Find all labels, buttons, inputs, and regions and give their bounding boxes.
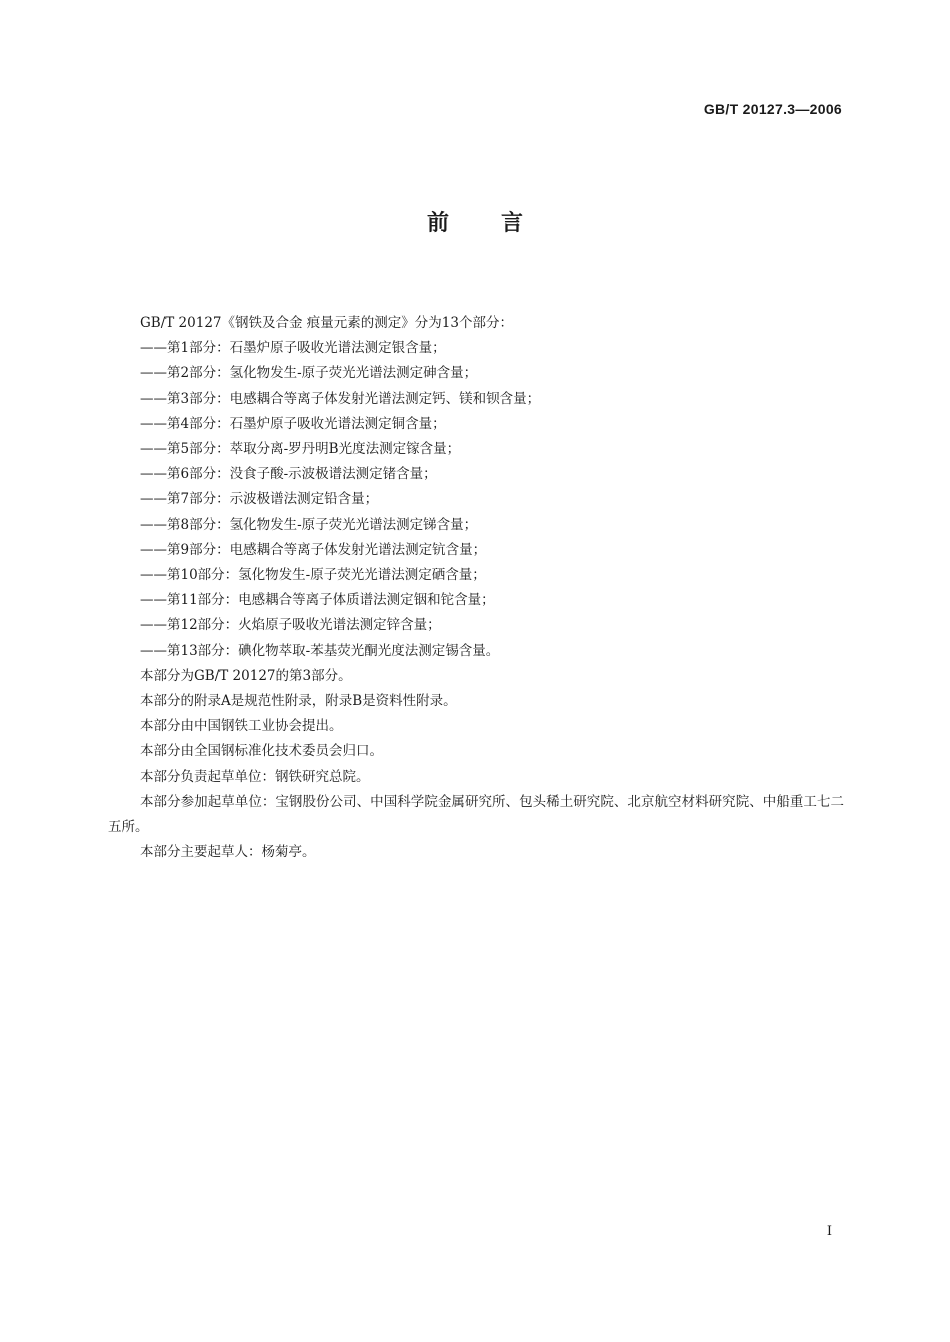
part-list-item: ——第5部分：萃取分离-罗丹明B光度法测定镓含量； — [140, 441, 461, 458]
standard-number: GB/T 20127.3—2006 — [703, 101, 842, 117]
part-list-item: ——第12部分：火焰原子吸收光谱法测定锌含量； — [140, 617, 441, 634]
committee-statement: 本部分由全国钢标准化技术委员会归口。 — [140, 743, 383, 760]
drafters-statement: 本部分主要起草人：杨菊亭。 — [140, 844, 316, 861]
part-list-item: ——第6部分：没食子酸-示波极谱法测定锗含量； — [140, 466, 437, 483]
part-list-item: ——第10部分：氢化物发生-原子荧光光谱法测定硒含量； — [140, 567, 486, 584]
drafting-unit-statement: 本部分负责起草单位：钢铁研究总院。 — [140, 768, 370, 785]
part-list-item: ——第7部分：示波极谱法测定铅含量； — [140, 491, 379, 508]
part-list-item: ——第8部分：氢化物发生-原子荧光光谱法测定锑含量； — [140, 516, 478, 533]
proposer-statement: 本部分由中国钢铁工业协会提出。 — [140, 718, 343, 735]
participating-units-statement: 本部分参加起草单位：宝钢股份公司、中国科学院金属研究所、包头稀土研究院、北京航空材料研究院、中船重工七二五所。 — [108, 793, 844, 836]
page-title: 前言 — [426, 211, 575, 236]
intro-paragraph: GB/T 20127《钢铁及合金 痕量元素的测定》分为13个部分： — [140, 315, 513, 331]
part-list-item: ——第11部分：电感耦合等离子体质谱法测定铟和铊含量； — [140, 592, 495, 609]
part-statement: 本部分为GB/T 20127的第3部分。 — [140, 667, 352, 684]
page-number: I — [826, 1224, 832, 1239]
foreword-body — [108, 311, 844, 865]
annex-statement: 本部分的附录A是规范性附录，附录B是资料性附录。 — [140, 693, 457, 710]
part-list-item: ——第3部分：电感耦合等离子体发射光谱法测定钙、镁和钡含量； — [140, 390, 541, 407]
part-list-item: ——第13部分：碘化物萃取-苯基荧光酮光度法测定锡含量。 — [140, 642, 500, 659]
part-list-item: ——第4部分：石墨炉原子吸收光谱法测定铜含量； — [140, 415, 446, 432]
part-list-item: ——第9部分：电感耦合等离子体发射光谱法测定钪含量； — [140, 541, 487, 558]
part-list-item: ——第1部分：石墨炉原子吸收光谱法测定银含量； — [140, 340, 446, 357]
part-list-item: ——第2部分：氢化物发生-原子荧光光谱法测定砷含量； — [140, 365, 478, 382]
